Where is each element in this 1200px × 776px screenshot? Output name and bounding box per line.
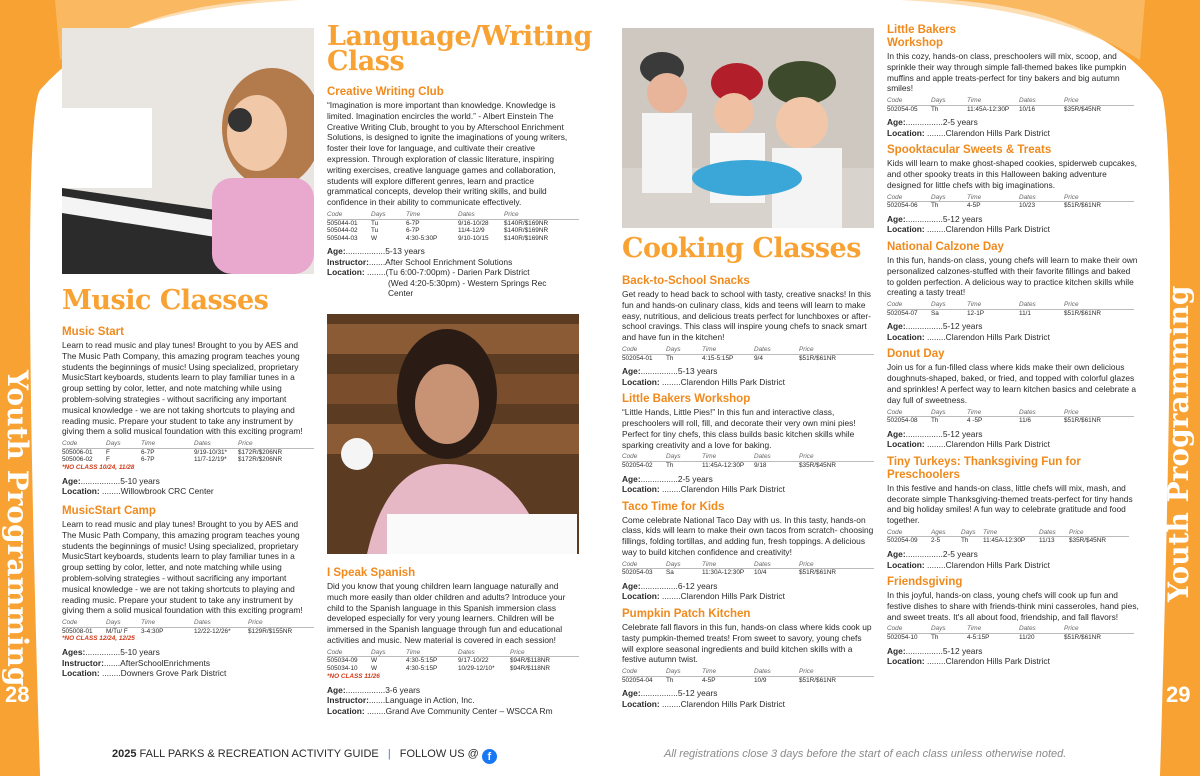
table-row: 502054-05 Th 11:45A-12:30P 10/16 $35R/$45NR	[887, 105, 1101, 113]
music-column	[62, 285, 314, 679]
table-row: 505034-10 W 4:30-5:15P 10/29-12/10* $94R/$118NR	[327, 664, 551, 672]
page-number-right: 29	[1166, 682, 1191, 707]
schedule-table: Code Days Time Dates Price 505008-01 M/Tu/ F 3-4:30P 12/22-12/26* $129R/$155NR	[62, 619, 314, 635]
schedule-table: Code Days Time Dates Price 502054-02 Th 11:45A-12:30P 9/18 $35R/$45NR	[622, 453, 874, 469]
table-row: 505044-02 Tu 6-7P 11/4-12/9 $140R/$169NR	[327, 227, 549, 235]
footer-note: All registrations close 3 days before the start of each class unless otherwise noted.	[664, 748, 1067, 760]
no-class-note: *NO CLASS 11/26	[327, 672, 380, 680]
table-row: 502054-09 2-5 Th 11:45A-12:30P 11/13 $35R/$45NR	[887, 537, 1106, 545]
table-row: 502054-02 Th 11:45A-12:30P 9/18 $35R/$45NR	[622, 461, 836, 469]
schedule-table: Code Days Time Dates Price 502054-05 Th 11:45A-12:30P 10/16 $35R/$45NR	[887, 97, 1134, 113]
class-description: Learn to read music and play tunes! Brought to you by AES and The Music Path Company, this amazing program teaches young students the beginnings of music! Using specialized, proprietary MusicStart keyboards, students learn to play familiar tunes in a group setting by color, letter, and note matching while using problem-solving strategies - without sacrificing any important musical knowledge - we are not taking shortcuts to playing and reading music. Prepare your student to take any instrument by giving them a solid musical foundation with this exciting program!	[62, 518, 303, 616]
table-row: 505044-01 Tu 6-7P 9/16-10/28 $140R/$169NR	[327, 219, 549, 227]
table-row: 502054-01 Th 4:15-5:15P 9/4 $51R/$61NR	[622, 354, 836, 362]
schedule-table: Code Days Time Dates Price 502054-03 Sa 11:30A-12:30P 10/4 $51R/$61NR	[622, 561, 874, 577]
table-row: 502054-03 Sa 11:30A-12:30P 10/4 $51R/$61NR	[622, 569, 836, 577]
class-info: Age:................5-12 years Location: ........Clarendon Hills Park District	[887, 428, 1050, 450]
class-title: Taco Time for Kids	[622, 500, 725, 513]
class-title: Music Start	[62, 326, 124, 338]
table-row: 505034-09 W 4:30-5:15P 9/17-10/22 $94R/$118NR	[327, 657, 551, 665]
no-class-note: *NO CLASS 12/24, 12/25	[62, 635, 135, 643]
schedule-table: Code Days Time Dates Price 502054-01 Th 4:15-5:15P 9/4 $51R/$61NR	[622, 346, 874, 362]
page-number-left: 28	[5, 682, 30, 707]
cooking-column	[622, 233, 874, 709]
class-title: Back-to-School Snacks	[622, 275, 750, 287]
no-class-note: *NO CLASS 10/24, 11/28	[62, 463, 135, 471]
facebook-icon[interactable]: f	[482, 749, 497, 764]
class-title: Little Bakers Workshop	[887, 24, 957, 49]
class-description: In this fun, hands-on class, young chefs will learn to make their own personalized calzones-stuffed with their favorite fillings and baked to golden perfection. A delicious way to practice kitchen skills while creating a tasty treat!	[887, 254, 1138, 298]
photo-kids-cooking	[622, 28, 874, 228]
footer-guide: FALL PARKS & RECREATION ACTIVITY GUIDE	[139, 748, 379, 760]
class-description: Get ready to head back to school with tasty, creative snacks! In this fun and hands-on culinary class, kids and teens will learn to make easy, nutritious, and delicious treats perfect for lunchboxes or after-school cravings. This class will inspire young chefs to snack smart and have fun in the kitchen!	[622, 289, 871, 343]
footer-follow: FOLLOW US @	[399, 748, 479, 760]
class-title: Friendsgiving	[887, 576, 963, 589]
class-title: National Calzone Day	[887, 240, 1004, 253]
class-info: Age:.................5-10 years Location: ........Willowbrook CRC Center	[62, 475, 214, 497]
class-description: “Little Hands, Little Pies!” In this fun and interactive class, preschoolers will roll, fill, and decorate their very own mini pies! Perfect for tiny chefs, this class builds basic kitchen skills while sparking creativity and a love for baking.	[622, 407, 856, 450]
table-row: 505006-02 F 6-7P 11/7-12/19* $172R/$206NR	[62, 456, 283, 464]
class-title: Spooktacular Sweets & Treats	[887, 144, 1052, 157]
class-info: Age:.................3-6 years Instructor:.......Language in Action, Inc. Location: ........Grand Ave Community Center – WSCCA Rm	[327, 684, 553, 716]
spanish-block	[327, 563, 579, 716]
table-row: 502054-10 Th 4-5:15P 11/20 $51R/$61NR	[887, 634, 1101, 642]
class-description: “Imagination is more important than knowledge. Knowledge is limited. Imagination encircles the world.” - Albert Einstein The Creative Writing Club, brought to you by Afterschool Enrichment Solutions, is designed to ignite the imaginations of young writers, foster their love for language, and cultivate their creative expression. Through exploration of classic literature, inspiring writing exercises, creative language games and collaboration, students will explore different genres, learn and practice grammatical concepts, develop their writing skills, and build confidence in their ability to communicate effectively.	[327, 100, 568, 208]
class-description: Did you know that young children learn language naturally and much more easily than older children and adults? Introduce your child to the Spanish language in this Spanish immersion class developed especially for very young learners. Children will be immersed in the Spanish language through fun and educational activities and music. New material is covered in each session!	[327, 581, 566, 645]
footer-left: 2025 FALL PARKS & RECREATION ACTIVITY GUIDE | FOLLOW US @ f	[112, 748, 497, 764]
class-info: Age:.................5-13 years Instructor:.......After School Enrichment Solutions Location: ........(Tu 6:00-7:00pm) - Darien Park District (Wed 4:20-5:30pm) - Western Springs Rec Center	[327, 246, 547, 299]
table-row: 502054-04 Th 4-5P 10/9 $51R/$61NR	[622, 676, 836, 684]
language-column	[327, 21, 592, 299]
schedule-table: Code Days Time Dates Price 505006-01 F 6-7P 9/19-10/31* $172R/$206NR 505006-02 F 6-7P 11/7-12/19* $172R/$206NR	[62, 440, 314, 464]
table-row: 505008-01 M/Tu/ F 3-4:30P 12/22-12/26* $129R/$155NR	[62, 627, 293, 635]
class-title: Donut Day	[887, 348, 945, 361]
class-description: Join us for a fun-filled class where kids make their own delicious doughnuts-shaped, baked, or fried, and topped with colorful glazes and sprinkles! A perfect way to learn kitchen basics and celebrate a day full of sweetness.	[887, 362, 1137, 405]
class-info: Age:................5-13 years Location: ........Clarendon Hills Park District	[622, 366, 785, 387]
class-title: I Speak Spanish	[327, 567, 416, 579]
class-title: Tiny Turkeys: Thanksgiving Fun for Preschoolers	[887, 455, 1081, 481]
class-title: Pumpkin Patch Kitchen	[622, 607, 751, 620]
photo-girl-writing	[327, 314, 579, 554]
class-description: Come celebrate National Taco Day with us. In this tasty, hands-on class, kids will learn to make their own tacos from scratch- choosing fillings, folding tortillas, and adding fun, fresh toppings. A delicious way to build kitchen confidence and creativity!	[622, 514, 874, 557]
class-info: Age:................5-12 years Location: ........Clarendon Hills Park District	[887, 213, 1050, 235]
schedule-table: Code Days Time Dates Price 505044-01 Tu 6-7P 9/16-10/28 $140R/$169NR 505044-02 Tu 6-7P 11/4-12/9 $140R/$169NR 505044-03 W 4:30-5:30P 9/10-10/15 $140R/$169NR	[327, 211, 579, 242]
class-info: Age:................2-5 years Location: ........Clarendon Hills Park District	[622, 473, 785, 495]
class-title: MusicStart Camp	[62, 504, 156, 517]
class-description: In this joyful, hands-on class, young chefs will cook up fun and festive dishes to share with friends-think mini casseroles, hand pies, and sweet treats. It's all about food, friendship, and fall flavors!	[887, 590, 1139, 622]
schedule-table: Code Ages Days Time Dates Price 502054-09 2-5 Th 11:45A-12:30P 11/13 $35R/$45NR	[887, 529, 1129, 545]
class-info: Age:................2-5 years Location: ........Clarendon Hills Park District	[887, 549, 1050, 570]
class-info: Age:................5-12 years Location: ........Clarendon Hills Park District	[622, 688, 785, 709]
schedule-table: Code Days Time Dates Price 505034-09 W 4:30-5:15P 9/17-10/22 $94R/$118NR 505034-10 W 4:30-5:15P 10/29-12/10* $94R/$118NR	[327, 649, 579, 673]
cooking-section-title: Cooking Classes	[622, 233, 861, 264]
class-info: Ages:...............5-10 years Instructor:.......AfterSchoolEnrichments Location: ........Downers Grove Park District	[62, 647, 227, 679]
language-section-title: Language/Writing Class	[327, 21, 592, 77]
class-description: Kids will learn to make ghost-shaped cookies, spiderweb cupcakes, and other spooky treats in this Halloween baking adventure designed for little chefs with big imaginations.	[887, 158, 1137, 190]
class-description: In this festive and hands-on class, little chefs will mix, mash, and decorate simple Thanksgiving-themed treats-perfect for tiny hands and big holiday smiles! A fun way to celebrate gratitude and food together.	[887, 482, 1133, 526]
table-row: 505044-03 W 4:30-5:30P 9/10-10/15 $140R/$169NR	[327, 234, 549, 242]
class-info: Age:................2-5 years Location: ........Clarendon Hills Park District	[887, 117, 1050, 138]
side-label-left: Youth Programming	[1, 370, 34, 687]
table-row: 502054-06 Th 4-5P 10/23 $51R/$61NR	[887, 202, 1101, 210]
music-section-title: Music Classes	[62, 285, 269, 316]
class-title: Creative Writing Club	[327, 86, 444, 98]
schedule-table: Code Days Time Dates Price 502054-04 Th 4-5P 10/9 $51R/$61NR	[622, 668, 874, 684]
class-info: Age:................5-12 years Location: ........Clarendon Hills Park District	[887, 321, 1050, 342]
class-description: Celebrate fall flavors in this fun, hands-on class where kids cook up tasty pumpkin-themed treats! From sweet to savory, young chefs will explore seasonal ingredients and build kitchen skills with a festive autumn twist.	[622, 621, 872, 665]
table-row: 502054-07 Sa 12-1P 11/1 $51R/$61NR	[887, 309, 1101, 317]
side-label-right: Youth Programming	[1162, 285, 1195, 602]
table-row: 505006-01 F 6-7P 9/19-10/31* $172R/$206NR	[62, 448, 283, 456]
cooking-column-2	[887, 18, 1139, 667]
table-row: 502054-08 Th 4 -5P 11/6 $51R/$61NR	[887, 417, 1101, 425]
class-title: Little Bakers Workshop	[622, 393, 751, 406]
class-info: Age:................6-12 years Location: ........Clarendon Hills Park District	[622, 580, 785, 602]
photo-girl-keyboard	[62, 28, 314, 274]
schedule-table: Code Days Time Dates Price 502054-07 Sa 12-1P 11/1 $51R/$61NR	[887, 301, 1134, 317]
class-description: In this cozy, hands-on class, preschoolers will mix, scoop, and sprinkle their way through simple fall-themed bakes like pumpkin muffins and apple treats-perfect for tiny bakers and big autumn smiles!	[887, 51, 1127, 94]
schedule-table: Code Days Time Dates Price 502054-08 Th 4 -5P 11/6 $51R/$61NR	[887, 409, 1134, 425]
class-info: Age:................5-12 years Location: ........Clarendon Hills Park District	[887, 645, 1050, 667]
schedule-table: Code Days Time Dates Price 502054-10 Th 4-5:15P 11/20 $51R/$61NR	[887, 625, 1134, 641]
class-description: Learn to read music and play tunes! Brought to you by AES and The Music Path Company, this amazing program teaches young students the beginnings of music! Using specialized, proprietary MusicStart keyboards, students learn to play familiar tunes in a group setting by color, letter, and note matching while using problem-solving strategies - without sacrificing any important musical knowledge - we are not taking shortcuts to playing and reading music. Prepare your student to take any instrument by giving them a solid musical foundation with this exciting program!	[62, 340, 303, 437]
footer-year: 2025	[112, 748, 137, 760]
schedule-table: Code Days Time Dates Price 502054-06 Th 4-5P 10/23 $51R/$61NR	[887, 194, 1134, 210]
